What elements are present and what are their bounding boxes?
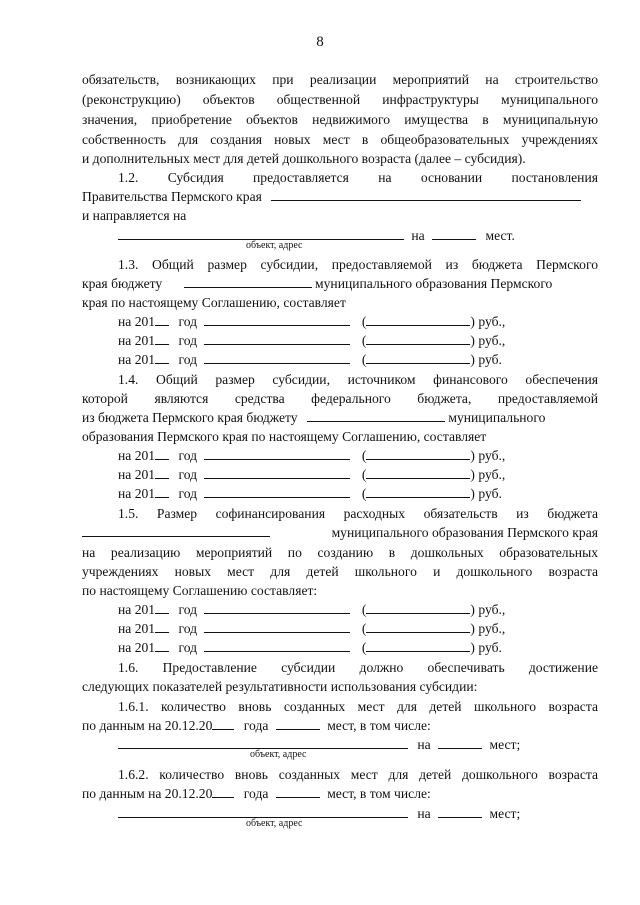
text-line [82, 523, 598, 542]
year-blank[interactable] [212, 716, 234, 730]
amount-words-blank[interactable] [366, 312, 470, 326]
year-amount-row [118, 350, 502, 369]
text-fragment: год [178, 621, 198, 636]
text-line: 1.6.1. количество вновь созданных мест для детей школьного возраста [118, 699, 598, 714]
text-fragment: на 201 [118, 333, 156, 348]
text-fragment: ( [361, 621, 367, 636]
text-fragment: ) руб., [470, 333, 506, 348]
text-fragment: ) руб. [470, 352, 502, 367]
text-fragment: муниципального [448, 410, 546, 425]
text-fragment: ) руб., [470, 602, 506, 617]
text-fragment: Правительства Пермского края [82, 189, 262, 204]
year-blank[interactable] [155, 312, 169, 326]
text-fragment: мест, в том числе: [327, 718, 431, 733]
year-amount-row [118, 600, 505, 619]
text-line [82, 408, 598, 427]
text-fragment: год [178, 314, 198, 329]
places-count-blank[interactable] [276, 716, 320, 730]
text-fragment: год [178, 448, 198, 463]
amount-words-blank[interactable] [366, 350, 470, 364]
text-line: 1.4. Общий размер субсидии, источником финансового обеспечения [118, 372, 598, 387]
text-fragment: год [178, 640, 198, 655]
year-blank[interactable] [155, 446, 169, 460]
text-fragment: мест, в том числе: [327, 786, 431, 801]
text-fragment: ( [361, 602, 367, 617]
object-address-caption: объект, адрес [246, 818, 303, 829]
text-line: (реконструкцию) объектов общественной инфраструктуры муниципального [82, 92, 598, 107]
text-fragment: на 201 [118, 467, 156, 482]
text-fragment: муниципального образования Пермского края [331, 525, 598, 540]
text-fragment: на [417, 806, 431, 821]
text-fragment: по данным на 20.12.20 [82, 718, 213, 733]
text-fragment: года [243, 718, 269, 733]
text-fragment: ) руб., [470, 467, 506, 482]
places-count-blank[interactable] [438, 804, 482, 818]
text-line: края по настоящему Соглашению, составляет [82, 295, 346, 310]
text-fragment: год [178, 467, 198, 482]
text-line: которой являются средства федерального бюджета, предоставляемой [82, 391, 598, 406]
text-fragment: года [243, 786, 269, 801]
object-address-blank[interactable] [118, 804, 408, 818]
year-blank[interactable] [155, 465, 169, 479]
text-line: следующих показателей результативности использования субсидии: [82, 679, 478, 694]
amount-blank[interactable] [204, 331, 350, 345]
text-fragment: ) руб., [470, 314, 506, 329]
text-line: по настоящему Соглашению составляет: [82, 583, 318, 598]
year-amount-row [118, 312, 505, 331]
year-blank[interactable] [155, 484, 169, 498]
year-amount-row [118, 638, 502, 657]
text-line: на реализацию мероприятий по созданию в дошкольных образовательных [82, 545, 598, 560]
year-blank[interactable] [155, 638, 169, 652]
text-fragment: на 201 [118, 314, 156, 329]
amount-words-blank[interactable] [366, 446, 470, 460]
year-blank[interactable] [155, 619, 169, 633]
text-line: 1.6.2. количество вновь созданных мест для детей дошкольного возраста [118, 767, 598, 782]
text-fragment: по данным на 20.12.20 [82, 786, 213, 801]
amount-blank[interactable] [204, 638, 350, 652]
text-fragment: мест; [489, 737, 521, 752]
text-fragment: год [178, 333, 198, 348]
text-fragment: ) руб. [470, 486, 502, 501]
text-fragment: ) руб., [470, 621, 506, 636]
amount-blank[interactable] [204, 446, 350, 460]
text-fragment: из бюджета Пермского края бюджету [82, 410, 298, 425]
amount-words-blank[interactable] [366, 331, 470, 345]
text-fragment: края бюджету [82, 276, 163, 291]
text-fragment: на 201 [118, 602, 156, 617]
year-amount-row [118, 465, 505, 484]
text-fragment: на 201 [118, 352, 156, 367]
amount-words-blank[interactable] [366, 484, 470, 498]
text-line: и дополнительных мест для детей дошкольного возраста (далее – субсидия). [82, 151, 526, 166]
text-line [82, 784, 598, 803]
text-line [82, 187, 598, 206]
text-fragment: на 201 [118, 621, 156, 636]
year-blank[interactable] [212, 784, 234, 798]
amount-blank[interactable] [204, 350, 350, 364]
amount-blank[interactable] [204, 312, 350, 326]
text-line: значения, приобретение объектов недвижимого имущества в муниципальную [82, 112, 598, 127]
year-amount-row [118, 619, 505, 638]
year-amount-row [118, 484, 502, 503]
object-address-blank[interactable] [118, 735, 408, 749]
amount-blank[interactable] [204, 484, 350, 498]
text-fragment: на 201 [118, 640, 156, 655]
text-line: 1.5. Размер софинансирования расходных обязательств из бюджета [118, 506, 598, 521]
resolution-blank[interactable] [271, 187, 581, 201]
object-address-blank[interactable] [118, 226, 404, 240]
text-line: собственность для создания новых мест в общеобразовательных учреждениях [82, 132, 598, 147]
places-count-blank[interactable] [276, 784, 320, 798]
year-blank[interactable] [155, 600, 169, 614]
text-fragment: ( [361, 486, 367, 501]
year-blank[interactable] [155, 350, 169, 364]
text-fragment: мест. [485, 228, 515, 243]
text-fragment: на 201 [118, 486, 156, 501]
amount-blank[interactable] [204, 619, 350, 633]
object-address-line [118, 226, 515, 245]
text-fragment: ( [361, 352, 367, 367]
object-address-caption: объект, адрес [250, 749, 307, 760]
text-fragment: ( [361, 333, 367, 348]
text-fragment: ( [361, 467, 367, 482]
text-line: 1.6. Предоставление субсидии должно обеспечивать достижение [118, 660, 598, 675]
text-fragment: ( [361, 314, 367, 329]
amount-words-blank[interactable] [366, 619, 470, 633]
text-line: обязательств, возникающих при реализации мероприятий на строительство [82, 72, 598, 87]
budget-blank[interactable] [307, 408, 445, 422]
object-address-line [118, 735, 520, 754]
text-line: учреждениях новых мест для детей школьного и дошкольного возраста [82, 564, 598, 579]
amount-blank[interactable] [204, 600, 350, 614]
text-line: и направляется на [82, 208, 187, 223]
text-line: 1.2. Субсидия предоставляется на основании постановления [118, 170, 598, 185]
text-fragment: ) руб. [470, 640, 502, 655]
text-fragment: ( [361, 448, 367, 463]
text-line: 1.3. Общий размер субсидии, предоставляемой из бюджета Пермского [118, 257, 598, 272]
budget-blank[interactable] [184, 274, 312, 288]
text-line: образования Пермского края по настоящему Соглашению, составляет [82, 429, 487, 444]
text-line [82, 274, 598, 293]
places-count-blank[interactable] [438, 735, 482, 749]
year-amount-row [118, 446, 505, 465]
text-fragment: год [178, 352, 198, 367]
year-blank[interactable] [155, 331, 169, 345]
text-fragment: год [178, 486, 198, 501]
text-fragment: мест; [489, 806, 521, 821]
text-fragment: муниципального образования Пермского [315, 276, 553, 291]
text-fragment: ) руб., [470, 448, 506, 463]
page-number: 8 [316, 34, 324, 50]
object-address-caption: объект, адрес [246, 240, 303, 251]
text-line [82, 716, 598, 735]
text-fragment: на [417, 737, 431, 752]
amount-words-blank[interactable] [366, 600, 470, 614]
amount-words-blank[interactable] [366, 465, 470, 479]
places-count-blank[interactable] [432, 226, 476, 240]
object-address-line [118, 804, 520, 823]
municipality-blank[interactable] [82, 523, 270, 537]
text-fragment: ( [361, 640, 367, 655]
amount-words-blank[interactable] [366, 638, 470, 652]
year-amount-row [118, 331, 505, 350]
amount-blank[interactable] [204, 465, 350, 479]
text-fragment: на 201 [118, 448, 156, 463]
text-fragment: год [178, 602, 198, 617]
text-fragment: на [411, 228, 425, 243]
